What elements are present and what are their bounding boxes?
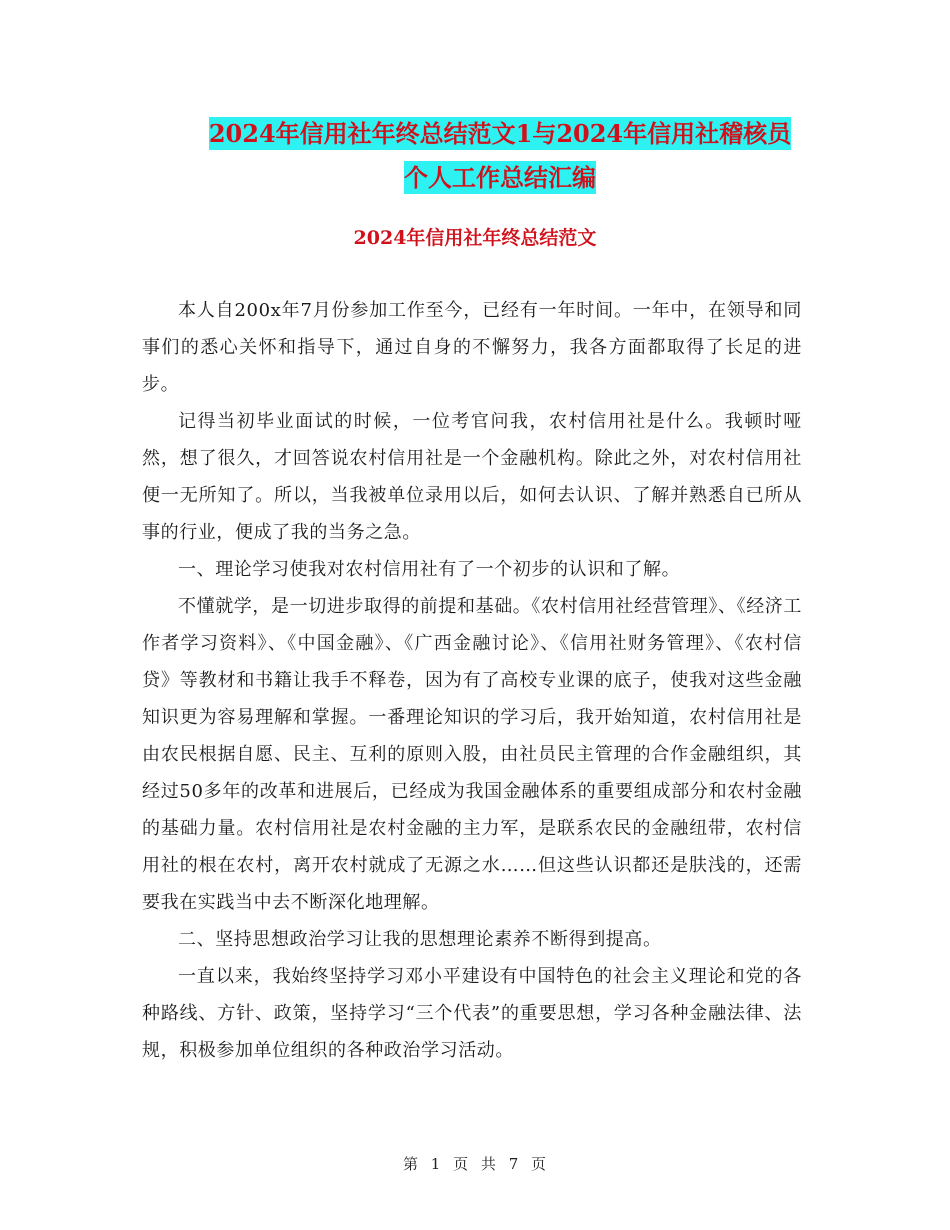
document-title-line-1: 2024年信用社年终总结范文1与2024年信用社稽核员 [208,119,792,148]
document-title-line-2: 个人工作总结汇编 [404,163,596,192]
document-title [140,112,860,200]
footer-total-pages: 7 [508,1155,520,1173]
paragraph: 记得当初毕业面试的时候，一位考官问我，农村信用社是什么。我顿时哑然，想了很久，才回答说农村信用社是一个金融机构。除此之外，对农村信用社便一无所知了。所以，当我被单位录用以后，如何去认识、了解并熟悉自已所从事的行业，便成了我的当务之急。 [142,411,802,543]
paragraph-heading: 二、坚持思想政治学习让我的思想理论素养不断得到提高。 [178,929,662,950]
footer-current-page: 1 [430,1155,442,1173]
page-footer [0,1153,950,1174]
paragraph: 本人自200x年7月份参加工作至今，已经有一年时间。一年中，在领导和同事们的悉心关怀和指导下，通过自身的不懈努力，我各方面都取得了长足的进步。 [142,300,802,395]
paragraph: 一直以来，我始终坚持学习邓小平建设有中国特色的社会主义理论和党的各种路线、方针、政策，坚持学习“三个代表”的重要思想，学习各种金融法律、法规，积极参加单位组织的各种政治学习活动。 [142,966,802,1061]
section-title: 2024年信用社年终总结范文 [353,227,597,249]
document-body [142,292,802,1069]
paragraph: 不懂就学，是一切进步取得的前提和基础。《农村信用社经营管理》、《经济工作者学习资料》、《中国金融》、《广西金融讨论》、《信用社财务管理》、《农村信贷》等教材和书籍让我手不释卷，因为有了高校专业课的底子，使我对这些金融知识更为容易理解和掌握。一番理论知识的学习后，我开始知道，农村信用社是由农民根据自愿、民主、互利的原则入股，由社员民主管理的合作金融组织，其经过50多年的改革和进展后，已经成为我国金融体系的重要组成部分和农村金融的基础力量。农村信用社是农村金融的主力军，是联系农民的金融纽带，农村信用社的根在农村，离开农村就成了无源之水……但这些认识都还是肤浅的，还需要我在实践当中去不断深化地理解。 [142,596,802,913]
footer-label-total: 共 [480,1155,497,1173]
footer-label-of: 页 [453,1155,470,1173]
footer-label-pages: 页 [531,1155,548,1173]
footer-label-page: 第 [402,1155,419,1173]
paragraph-heading: 一、理论学习使我对农村信用社有了一个初步的认识和了解。 [178,559,681,580]
